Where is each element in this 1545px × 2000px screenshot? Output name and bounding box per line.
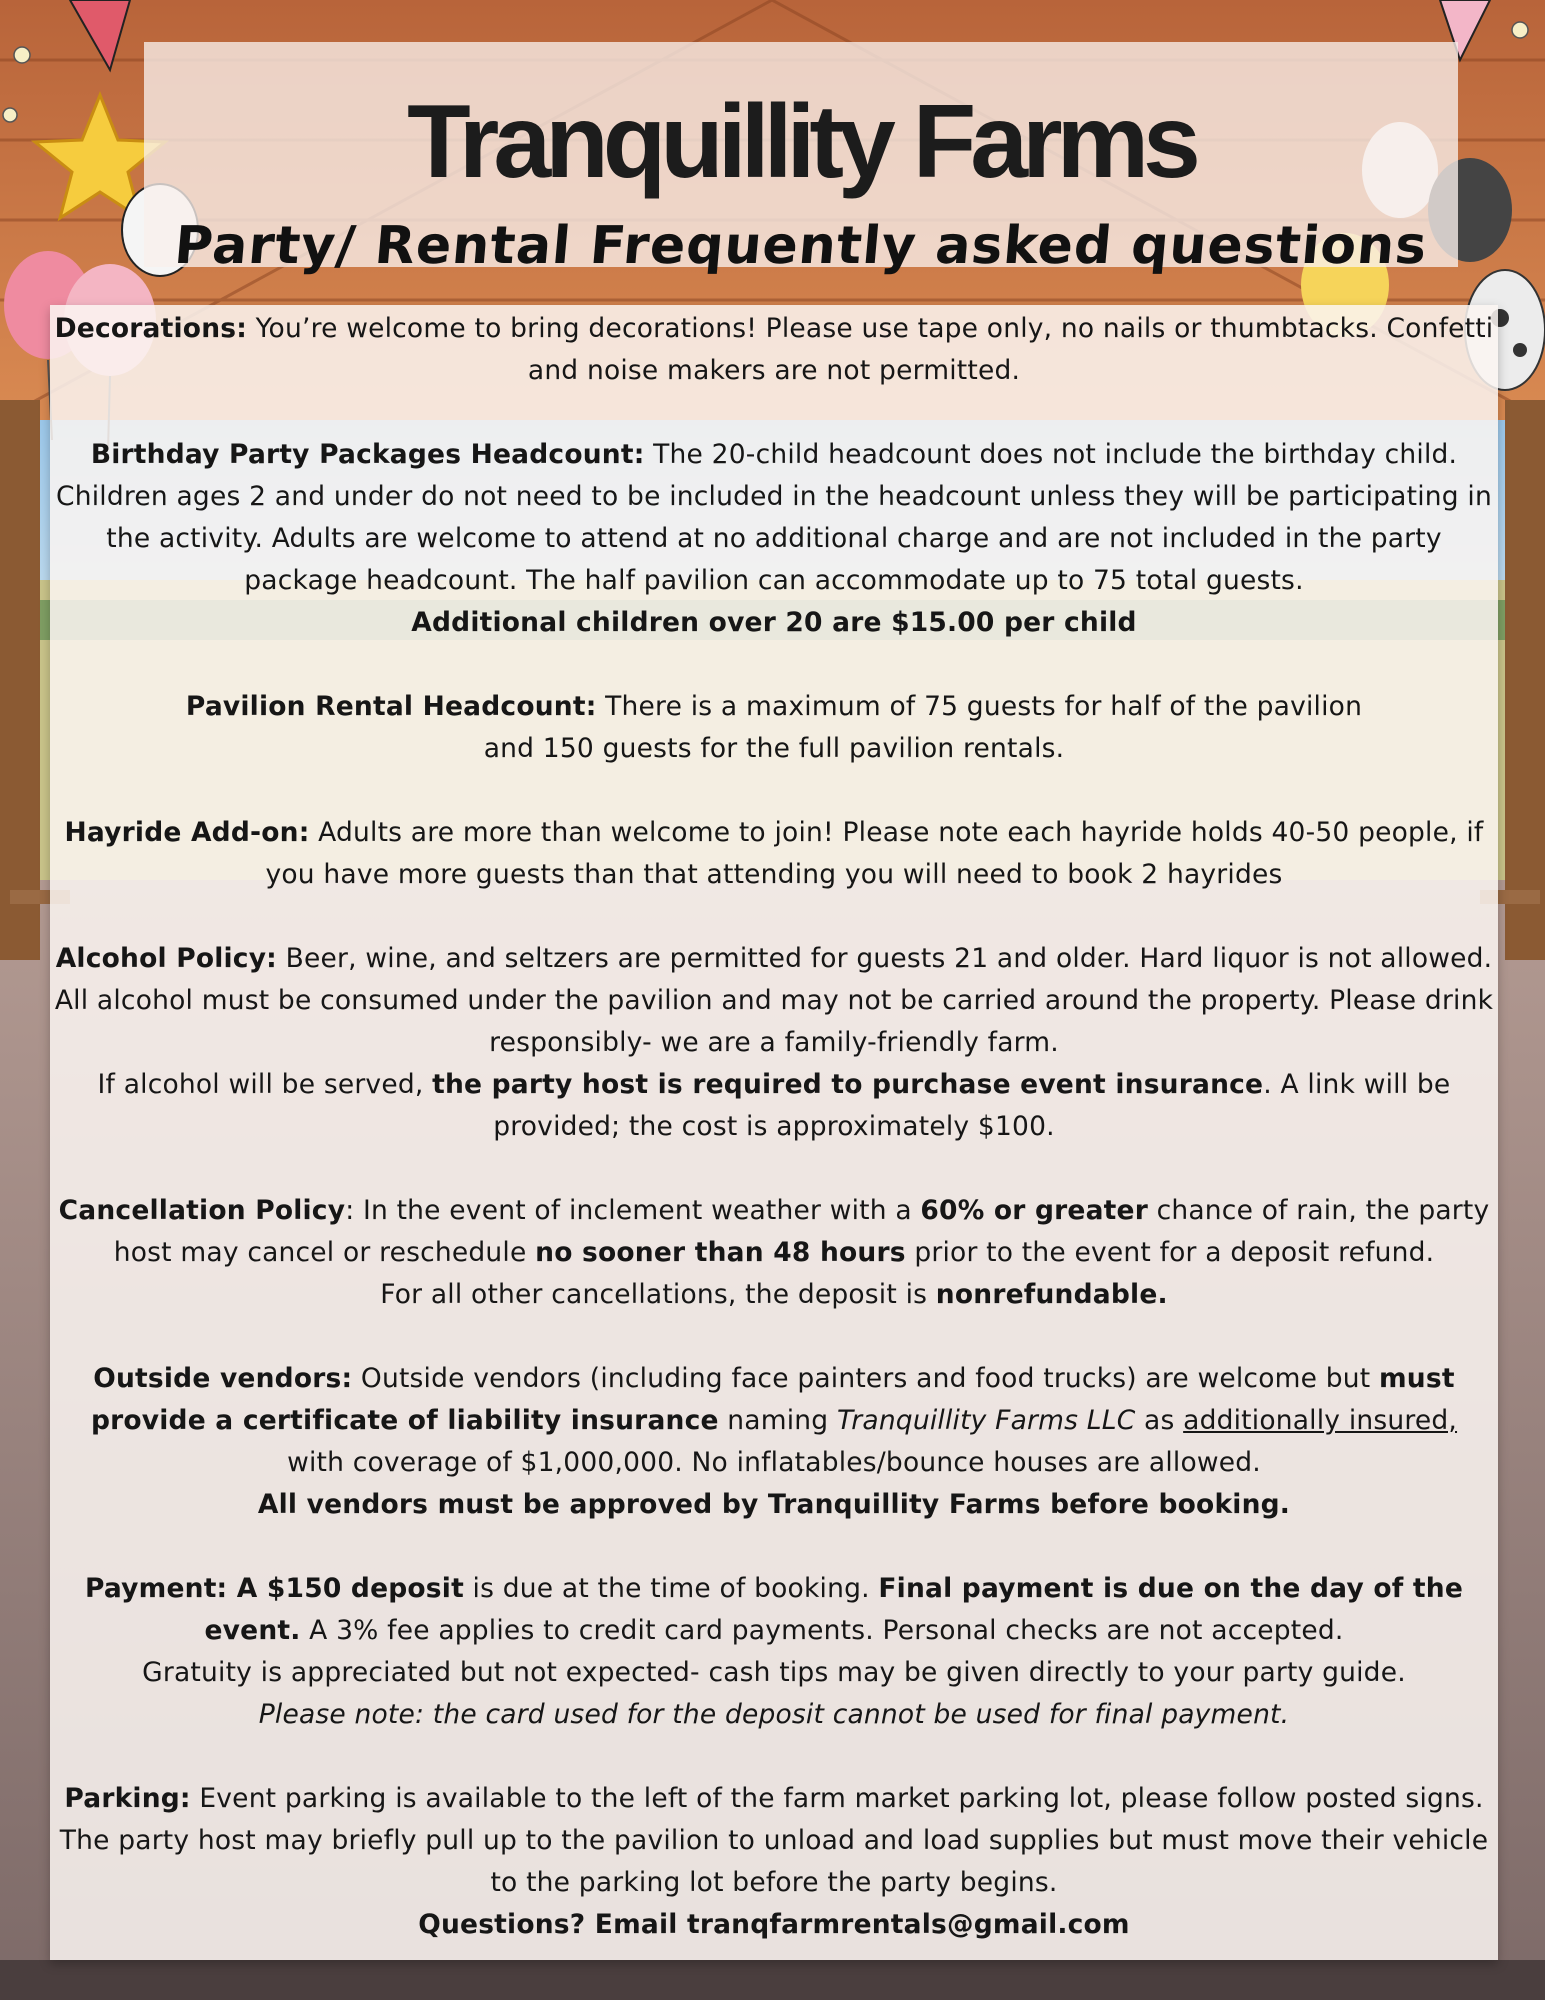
faq-hayride (50, 812, 1498, 896)
birthday-label: Birthday Party Packages Headcount: (90, 439, 645, 470)
payment-text-1: is due at the time of booking. (463, 1573, 879, 1604)
alcohol-insurance-bold: the party host is required to purchase event insurance (432, 1069, 1264, 1100)
payment-gratuity: Gratuity is appreciated but not expected- cash tips may be given directly to your party guide. (142, 1657, 1406, 1688)
parking-label: Parking: (64, 1783, 191, 1814)
vendors-text-4: with coverage of $1,000,000. No inflatables/bounce houses are allowed. (287, 1447, 1261, 1478)
faq-decorations (50, 308, 1498, 392)
payment-card-note: Please note: the card used for the deposit cannot be used for final payment. (258, 1699, 1290, 1730)
pavilion-text-1: There is a maximum of 75 guests for half of the pavilion (596, 691, 1363, 722)
alcohol-label: Alcohol Policy: (55, 943, 277, 974)
parking-text: Event parking is available to the left of the farm market parking lot, please follow posted signs. The party host may briefly pull up to the pavilion to unload and load supplies but must move their vehicle to the parking lot before the party begins. (59, 1783, 1489, 1898)
alcohol-insurance-pre: If alcohol will be served, (97, 1069, 433, 1100)
pavilion-label: Pavilion Rental Headcount: (185, 691, 597, 722)
payment-bold-2: Final payment is due on the day of the event. (204, 1573, 1464, 1646)
faq-cancellation (50, 1190, 1498, 1316)
vendors-label: Outside vendors: (93, 1363, 353, 1394)
faq-outside-vendors (50, 1358, 1498, 1526)
page-title: Tranquillity Farms (407, 84, 1195, 200)
questions-email: Questions? Email tranqfarmrentals@gmail.com (418, 1909, 1130, 1940)
birthday-text: The 20-child headcount does not include the birthday child. Children ages 2 and under do not need to be included in the headcount unless they will be participating in the activity. Adults are welcome to attend at no additional charge and are not included in the party package headcount. The half pavilion can accommodate up to 75 total guests. (56, 439, 1492, 596)
faq-alcohol (50, 938, 1498, 1148)
vendors-approval: All vendors must be approved by Tranquillity Farms before booking. (257, 1489, 1291, 1520)
birthday-additional-note: Additional children over 20 are $15.00 per child (411, 607, 1137, 638)
hayride-text: Adults are more than welcome to join! Please note each hayride holds 40-50 people, if you have more guests than that attending you will need to book 2 hayrides (265, 817, 1484, 890)
faq-panel (50, 305, 1498, 1960)
title-banner (144, 42, 1458, 276)
faq-parking (50, 1778, 1498, 1946)
vendors-text-3: as (1135, 1405, 1184, 1436)
cancellation-text-3: prior to the event for a deposit refund. (905, 1237, 1435, 1268)
vendors-bold-1: must provide a certificate of liability insurance (90, 1363, 1455, 1436)
faq-pavilion-headcount (50, 686, 1498, 770)
alcohol-text: Beer, wine, and seltzers are permitted for guests 21 and older. Hard liquor is not allowed. All alcohol must be consumed under the pavilion and may not be carried around the property. Please drink responsibly- we are a family-friendly farm. (54, 943, 1494, 1058)
faq-birthday-headcount (50, 434, 1498, 644)
cancellation-bold-1: 60% or greater (920, 1195, 1148, 1226)
faq-payment (50, 1568, 1498, 1736)
cancellation-text-4: For all other cancellations, the deposit is (380, 1279, 936, 1310)
decorations-label: Decorations: (54, 313, 248, 344)
decorations-text: You’re welcome to bring decorations! Please use tape only, no nails or thumbtacks. Confetti and noise makers are not permitted. (247, 313, 1494, 386)
cancellation-text-1: : In the event of inclement weather with a (345, 1195, 921, 1226)
hayride-label: Hayride Add-on: (64, 817, 310, 848)
payment-text-2: A 3% fee applies to credit card payments. Personal checks are not accepted. (300, 1615, 1344, 1646)
cancellation-text-2: chance of rain, the party host may cancel or reschedule (113, 1195, 1490, 1268)
cancellation-label: Cancellation Policy (58, 1195, 346, 1226)
alcohol-insurance-post: . A link will be provided; the cost is approximately $100. (493, 1069, 1451, 1142)
vendors-text-2: naming (718, 1405, 837, 1436)
cancellation-bold-3: nonrefundable. (935, 1279, 1168, 1310)
page-subtitle: Party/ Rental Frequently asked questions (172, 216, 1430, 276)
vendors-text-1: Outside vendors (including face painters and food trucks) are welcome but (352, 1363, 1379, 1394)
vendors-italic-1: Tranquillity Farms LLC (836, 1405, 1136, 1436)
vendors-underline-1: additionally insured, (1183, 1405, 1458, 1436)
payment-bold-1: Payment: A $150 deposit (84, 1573, 464, 1604)
faq-list (50, 305, 1498, 1946)
cancellation-bold-2: no sooner than 48 hours (535, 1237, 906, 1268)
pavilion-text-2: and 150 guests for the full pavilion rentals. (483, 733, 1065, 764)
